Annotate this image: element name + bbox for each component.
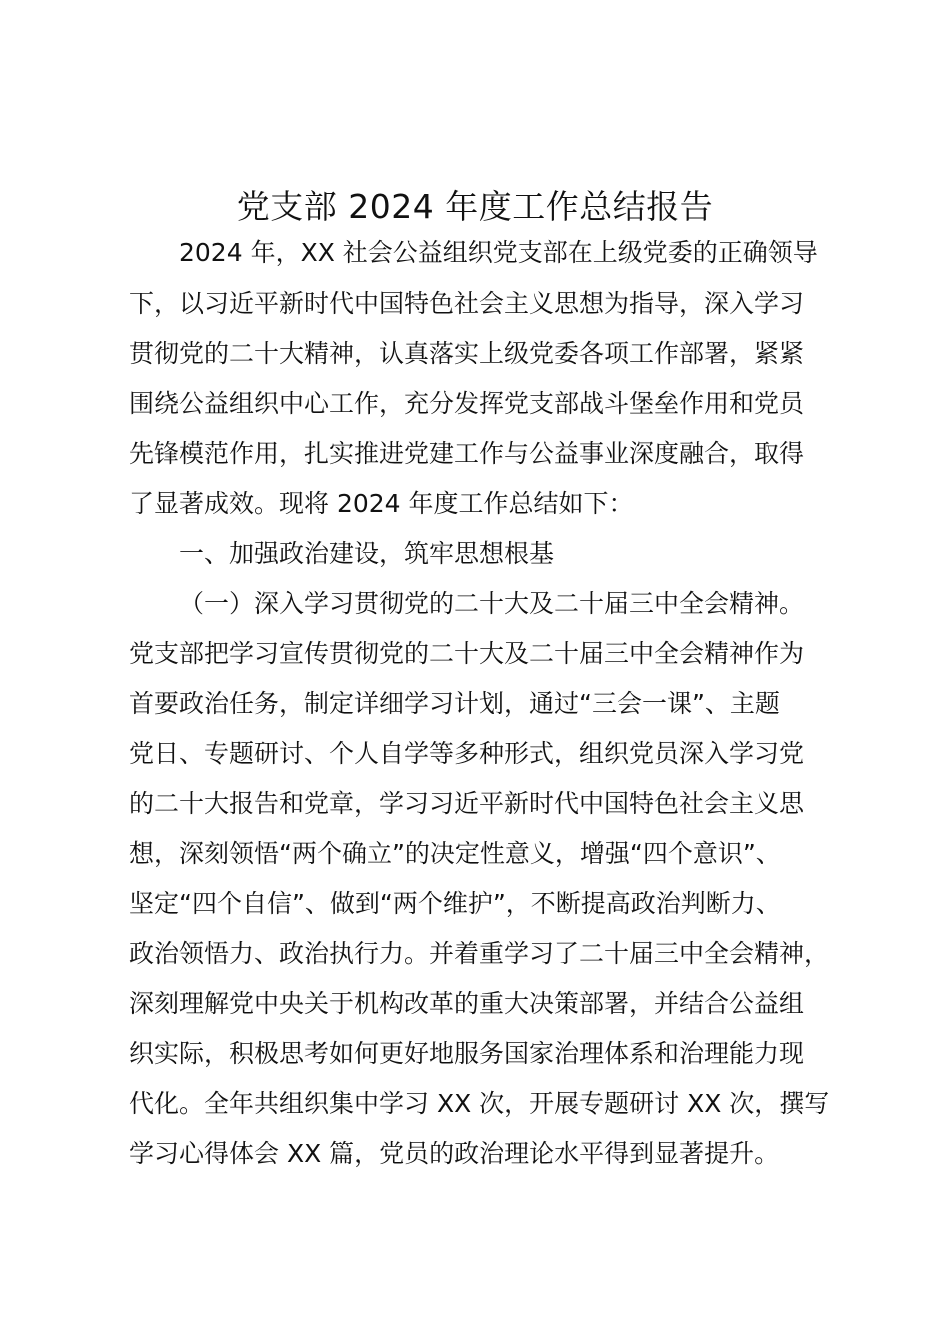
paragraph-line: 贯彻党的二十大精神，认真落实上级党委各项工作部署，紧紧 — [129, 339, 805, 368]
paragraph-line: 党支部把学习宣传贯彻党的二十大及二十届三中全会精神作为 — [129, 639, 805, 668]
paragraph-line: 代化。全年共组织集中学习 XX 次，开展专题研讨 XX 次，撰写 — [129, 1089, 830, 1118]
paragraph-line: 想，深刻领悟“两个确立”的决定性意义，增强“四个意识”、 — [129, 839, 781, 868]
paragraph-line: 党日、专题研讨、个人自学等多种形式，组织党员深入学习党 — [129, 739, 805, 768]
section-heading: 一、加强政治建设，筑牢思想根基 — [179, 539, 555, 568]
paragraph-line: 学习心得体会 XX 篇，党员的政治理论水平得到显著提升。 — [129, 1139, 780, 1168]
paragraph-line: 先锋模范作用，扎实推进党建工作与公益事业深度融合，取得 — [129, 439, 805, 468]
paragraph-line: 首要政治任务，制定详细学习计划，通过“三会一课”、主题 — [129, 689, 780, 718]
paragraph-line: 了显著成效。现将 2024 年度工作总结如下： — [129, 489, 634, 518]
subsection-heading: （一）深入学习贯彻党的二十大及二十届三中全会精神。 — [179, 589, 805, 618]
paragraph-line: 下，以习近平新时代中国特色社会主义思想为指导，深入学习 — [129, 289, 805, 318]
paragraph-line: 坚定“四个自信”、做到“两个维护”，不断提高政治判断力、 — [129, 889, 781, 918]
paragraph-line: 的二十大报告和党章，学习习近平新时代中国特色社会主义思 — [129, 789, 805, 818]
paragraph-line: 政治领悟力、政治执行力。并着重学习了二十届三中全会精神， — [129, 939, 830, 968]
paragraph-line: 围绕公益组织中心工作，充分发挥党支部战斗堡垒作用和党员 — [129, 389, 805, 418]
document-title: 党支部 2024 年度工作总结报告 — [236, 187, 714, 226]
paragraph-line: 深刻理解党中央关于机构改革的重大决策部署，并结合公益组 — [129, 989, 805, 1018]
paragraph-line: 织实际，积极思考如何更好地服务国家治理体系和治理能力现 — [129, 1039, 805, 1068]
paragraph-line: 2024 年，XX 社会公益组织党支部在上级党委的正确领导 — [179, 238, 818, 267]
